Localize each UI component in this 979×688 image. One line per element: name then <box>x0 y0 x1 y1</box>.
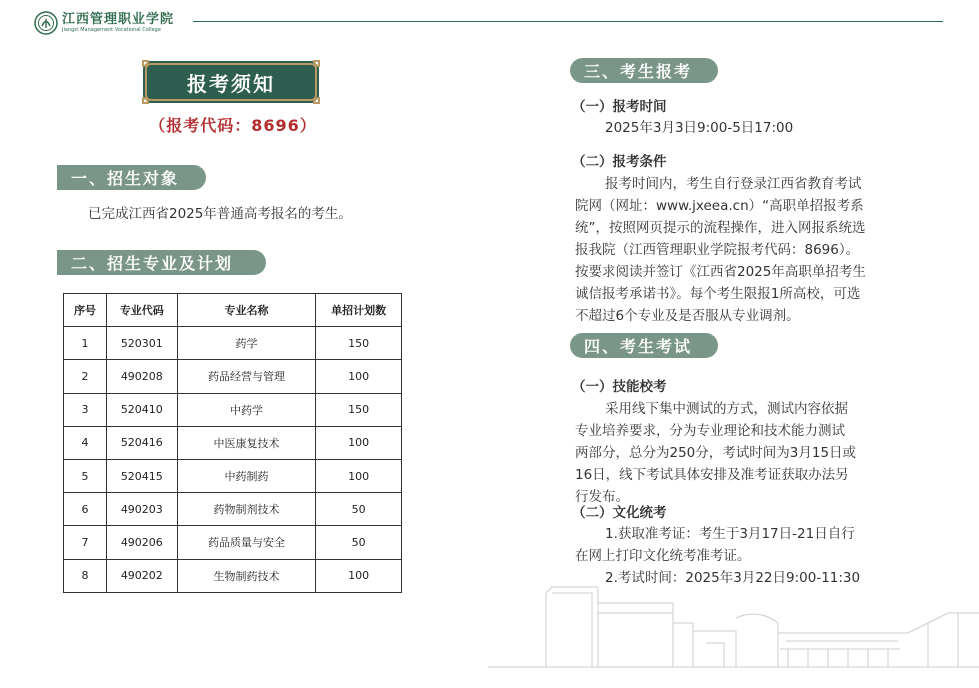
text-line: 专业培养要求，分为专业理论和技术能力测试 <box>575 423 845 439</box>
table-cell: 药品经营与管理 <box>177 360 315 393</box>
school-name-en: Jiangxi Management Vocational College <box>62 27 161 33</box>
table-cell: 490208 <box>106 360 177 393</box>
text-line: 报我院（江西管理职业学院报考代码：8696）。 <box>575 242 860 258</box>
header-divider <box>193 21 943 22</box>
skills-exam-text <box>575 398 925 508</box>
text-line: 院网（网址：www.jxeea.cn）“高职单招报考系 <box>575 198 864 214</box>
plaque-corner <box>142 97 149 104</box>
table-cell: 1 <box>64 327 107 360</box>
column-header: 专业名称 <box>177 294 315 327</box>
table-cell: 520301 <box>106 327 177 360</box>
table-cell: 520416 <box>106 426 177 459</box>
table-cell: 药物制剂技术 <box>177 493 315 526</box>
table-cell: 100 <box>316 459 402 492</box>
table-cell: 520410 <box>106 393 177 426</box>
table-cell: 4 <box>64 426 107 459</box>
skills-exam-title: （一）技能校考 <box>572 379 667 395</box>
text-line: 诚信报考承诺书》。每个考生限报1所高校，可选 <box>575 286 861 302</box>
table-cell: 8 <box>64 559 107 592</box>
plaque-corner <box>313 60 320 67</box>
table-row <box>64 393 402 426</box>
table-cell: 490206 <box>106 526 177 559</box>
table-row <box>64 360 402 393</box>
table-cell: 中药学 <box>177 393 315 426</box>
application-conditions-title: （二）报考条件 <box>572 154 667 170</box>
table-cell: 50 <box>316 493 402 526</box>
table-header-row <box>64 294 402 327</box>
text-line: 报考时间内，考生自行登录江西省教育考试 <box>605 176 862 192</box>
table-row <box>64 493 402 526</box>
campus-building-illustration <box>488 583 979 688</box>
application-time-title: （一）报考时间 <box>572 99 667 115</box>
table-cell: 5 <box>64 459 107 492</box>
text-line: 2.考试时间：2025年3月22日9:00-11:30 <box>605 570 861 586</box>
column-header: 单招计划数 <box>316 294 402 327</box>
text-line: 在网上打印文化统考准考证。 <box>575 548 751 564</box>
text-line: 16日，线下考试具体安排及准考证获取办法另 <box>575 467 849 483</box>
table-cell: 490203 <box>106 493 177 526</box>
text-line: 按要求阅读并签订《江西省2025年高职单招考生 <box>575 264 866 280</box>
section-heading-application: 三、考生报考 <box>570 58 718 83</box>
table-cell: 100 <box>316 426 402 459</box>
table-cell: 150 <box>316 327 402 360</box>
table-cell: 药品质量与安全 <box>177 526 315 559</box>
column-header: 专业代码 <box>106 294 177 327</box>
text-line: 采用线下集中测试的方式，测试内容依据 <box>605 401 848 417</box>
column-header: 序号 <box>64 294 107 327</box>
table-cell: 520415 <box>106 459 177 492</box>
section-heading-recruitment-target: 一、招生对象 <box>57 165 206 190</box>
table-cell: 7 <box>64 526 107 559</box>
title-plaque <box>145 63 317 101</box>
section-heading-majors-plan: 二、招生专业及计划 <box>57 250 266 275</box>
table-cell: 50 <box>316 526 402 559</box>
text-line: 两部分，总分为250分，考试时间为3月15日或 <box>575 445 857 461</box>
table-cell: 490202 <box>106 559 177 592</box>
school-name-cn: 江西管理职业学院 <box>62 12 175 27</box>
culture-exam-title: （二）文化统考 <box>572 505 667 521</box>
page-title: 报考须知 <box>187 71 275 96</box>
school-emblem-icon <box>34 11 58 35</box>
table-row <box>64 327 402 360</box>
application-code: （报考代码：8696） <box>149 116 317 135</box>
table-cell: 6 <box>64 493 107 526</box>
application-time-text: 2025年3月3日9:00-5日17:00 <box>605 120 794 136</box>
table-cell: 150 <box>316 393 402 426</box>
majors-plan-table <box>63 293 402 593</box>
table-cell: 中药制药 <box>177 459 315 492</box>
table-cell: 2 <box>64 360 107 393</box>
table-cell: 3 <box>64 393 107 426</box>
table-row <box>64 459 402 492</box>
table-cell: 中医康复技术 <box>177 426 315 459</box>
table-cell: 生物制药技术 <box>177 559 315 592</box>
table-row <box>64 526 402 559</box>
plaque-corner <box>142 60 149 67</box>
school-logo <box>34 8 174 38</box>
table-cell: 100 <box>316 559 402 592</box>
application-conditions-text <box>575 173 925 327</box>
recruitment-target-text: 已完成江西省2025年普通高考报名的考生。 <box>88 206 352 222</box>
plaque-corner <box>313 97 320 104</box>
text-line: 不超过6个专业及是否服从专业调剂。 <box>575 308 800 324</box>
text-line: 1.获取准考证：考生于3月17日-21日自行 <box>605 526 855 542</box>
table-row <box>64 426 402 459</box>
culture-exam-text <box>575 523 925 589</box>
text-line: 统”，按照网页提示的流程操作，进入网报系统选 <box>575 220 866 236</box>
table-row <box>64 559 402 592</box>
table-cell: 100 <box>316 360 402 393</box>
text-line: 行发布。 <box>575 489 629 505</box>
section-heading-examination: 四、考生考试 <box>570 333 718 358</box>
table-cell: 药学 <box>177 327 315 360</box>
